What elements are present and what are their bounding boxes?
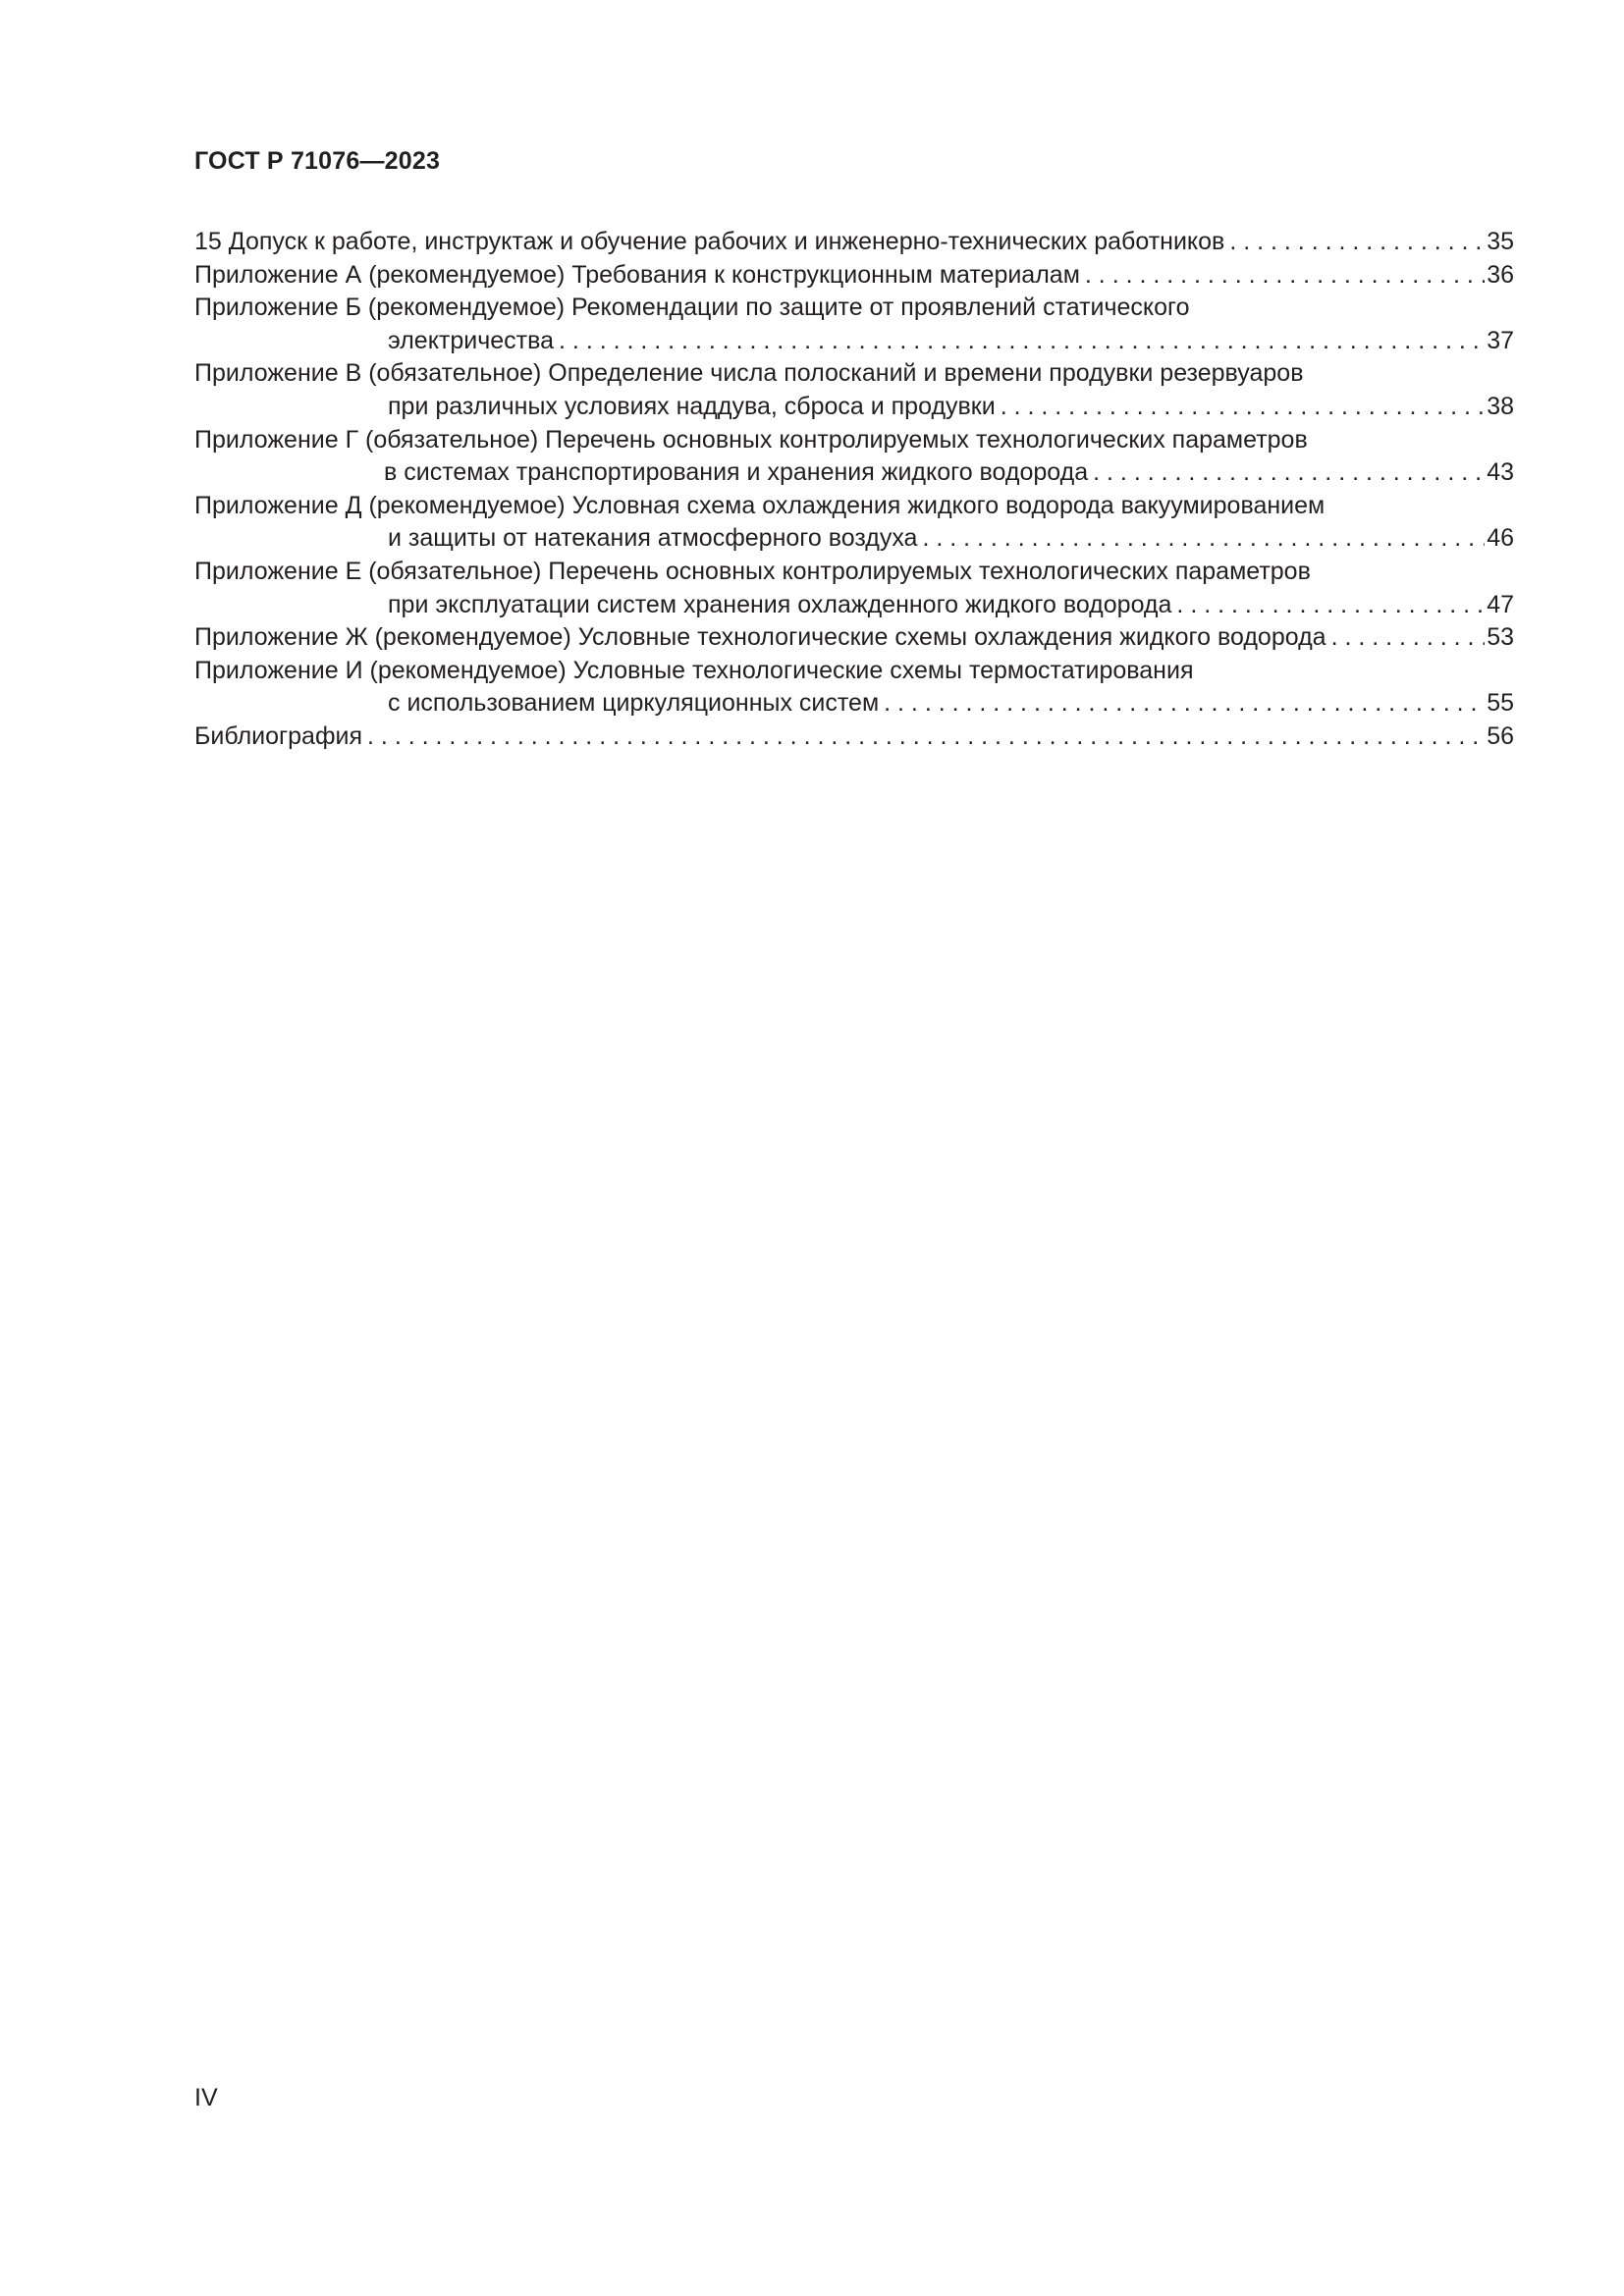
toc-entry-title: Библиография	[194, 721, 363, 750]
toc-entry[interactable]	[194, 259, 1514, 293]
dot-leader	[996, 391, 1485, 424]
toc-page-number: 36	[1487, 260, 1514, 289]
toc-page-number: 37	[1487, 326, 1514, 354]
toc-entry[interactable]	[194, 357, 1514, 423]
dot-leader	[1171, 589, 1485, 622]
toc-entry-title: Приложение Г (обязательное) Перечень основных контролируемых технологических параметров	[194, 425, 1308, 454]
toc-entry-title: Приложение Е (обязательное) Перечень основных контролируемых технологических параметров	[194, 557, 1311, 585]
toc-page-number: 55	[1487, 689, 1514, 718]
toc-entry-title: Приложение И (рекомендуемое) Условные технологические схемы термостатирования	[194, 656, 1194, 684]
toc-entry[interactable]	[194, 292, 1514, 357]
dot-leader	[1088, 456, 1485, 490]
dot-leader	[879, 687, 1485, 721]
toc-entry-title: Приложение Д (рекомендуемое) Условная схема охлаждения жидкого водорода вакуумированием	[194, 491, 1326, 519]
dot-leader	[1326, 621, 1486, 655]
toc-page-number: 35	[1487, 228, 1514, 255]
toc-entry[interactable]	[194, 655, 1514, 721]
toc-entry-title-continuation: электричества	[388, 326, 555, 354]
dot-leader	[1080, 259, 1485, 293]
toc-page-number: 47	[1487, 590, 1514, 618]
toc-entry-title-continuation: и защиты от натекания атмосферного воздуха	[388, 524, 918, 553]
dot-leader	[917, 522, 1485, 556]
toc-entry-title: Приложение Б (рекомендуемое) Рекомендации по защите от проявлений статического	[194, 294, 1190, 322]
toc-entry[interactable]	[194, 226, 1514, 259]
toc-entry-title-continuation: при различных условиях наддува, сброса и продувки	[388, 392, 996, 420]
toc-page-number: 53	[1487, 623, 1514, 652]
toc-entry[interactable]	[194, 556, 1514, 621]
toc-page-number: 56	[1487, 721, 1514, 750]
toc-entry[interactable]	[194, 621, 1514, 655]
toc-entry[interactable]	[194, 424, 1514, 490]
toc-entry[interactable]	[194, 721, 1514, 754]
toc-entry-title-continuation: в системах транспортирования и хранения жидкого водорода	[384, 458, 1089, 487]
toc-page-number: 43	[1487, 458, 1514, 487]
dot-leader	[362, 721, 1485, 754]
table-of-contents	[194, 226, 1514, 754]
toc-entry-title-continuation: с использованием циркуляционных систем	[388, 689, 880, 718]
toc-entry-title: Приложение В (обязательное) Определение числа полосканий и времени продувки резервуаров	[194, 359, 1304, 388]
toc-page-number: 38	[1487, 392, 1514, 420]
dot-leader	[554, 325, 1485, 358]
toc-entry-title: 15 Допуск к работе, инструктаж и обучение рабочих и инженерно-технических работников	[194, 228, 1225, 255]
toc-entry-title: Приложение Ж (рекомендуемое) Условные технологические схемы охлаждения жидкого водорода	[194, 623, 1326, 652]
toc-entry-title: Приложение А (рекомендуемое) Требования к конструкционным материалам	[194, 260, 1080, 289]
toc-entry-title-continuation: при эксплуатации систем хранения охлажденного жидкого водорода	[388, 590, 1172, 618]
toc-page-number: 46	[1487, 524, 1514, 553]
dot-leader	[1224, 226, 1485, 259]
page-number: IV	[194, 2084, 218, 2111]
toc-entry[interactable]	[194, 490, 1514, 556]
document-code: ГОСТ Р 71076—2023	[194, 147, 441, 175]
